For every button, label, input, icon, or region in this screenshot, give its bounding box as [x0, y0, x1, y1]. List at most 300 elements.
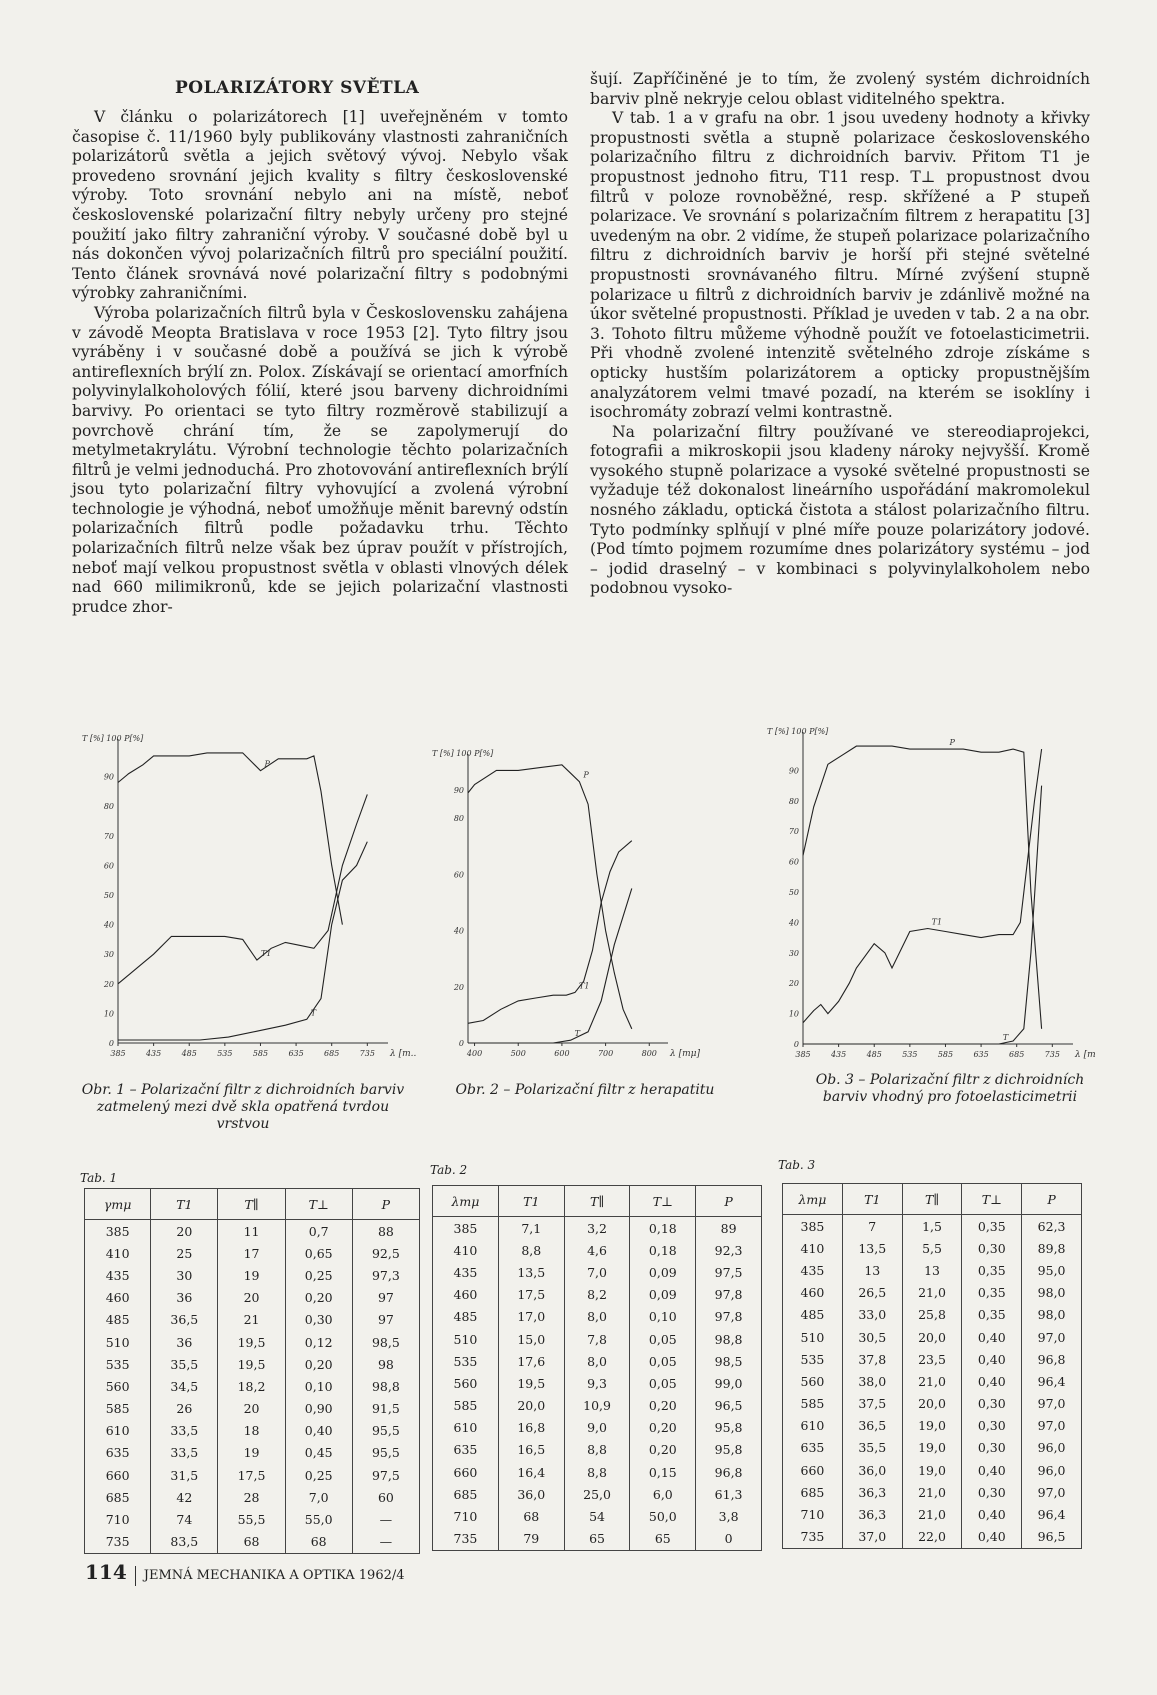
table-row — [783, 1526, 1082, 1549]
table-cell: 19,0 — [902, 1459, 962, 1481]
table-cell: 410 — [453, 1242, 478, 1258]
table-cell: 60 — [352, 1486, 419, 1508]
y-tick-label: 10 — [103, 1009, 114, 1019]
chart-figure-1 — [80, 725, 420, 1065]
y-tick-label: 60 — [788, 857, 799, 867]
table-cell: 62,3 — [1022, 1215, 1082, 1238]
y-tick-label: 70 — [788, 827, 799, 837]
x-tick-label: 635 — [973, 1050, 989, 1059]
table-cell: 8,8 — [498, 1239, 564, 1261]
table-cell: 0,18 — [630, 1217, 696, 1240]
x-tick-label: 735 — [1044, 1050, 1060, 1059]
table-row — [85, 1309, 420, 1331]
table-cell: 0,30 — [962, 1237, 1022, 1259]
table-row — [783, 1215, 1082, 1238]
table-cell: — — [352, 1531, 419, 1554]
table-cell: 20,0 — [498, 1395, 564, 1417]
table-cell: 710 — [453, 1509, 478, 1525]
table-cell: 685 — [105, 1489, 130, 1505]
x-tick-label: 485 — [866, 1050, 882, 1059]
table-cell: 13,5 — [842, 1237, 902, 1259]
table-cell: 15,0 — [498, 1328, 564, 1350]
table-cell: 0,35 — [962, 1304, 1022, 1326]
table-cell: 0,40 — [962, 1503, 1022, 1525]
table-cell: 0,09 — [630, 1261, 696, 1283]
table-cell: 97,5 — [696, 1261, 762, 1283]
x-axis-unit: λ [m — [1075, 1050, 1096, 1060]
series-line-P — [118, 753, 342, 925]
table-row — [433, 1261, 762, 1283]
table-cell: 36,3 — [842, 1503, 902, 1525]
table-row — [85, 1398, 420, 1420]
x-tick-label: 800 — [641, 1049, 657, 1058]
table-cell: 16,5 — [498, 1439, 564, 1461]
table-cell: 535 — [105, 1356, 130, 1372]
table-cell: 435 — [105, 1267, 130, 1283]
table-cell: 33,0 — [842, 1304, 902, 1326]
table-cell: 23,5 — [902, 1348, 962, 1370]
table-cell: 510 — [105, 1334, 130, 1350]
table-cell: 96,8 — [696, 1461, 762, 1483]
table-cell: 0,35 — [962, 1259, 1022, 1281]
table-cell: 460 — [105, 1290, 130, 1306]
table-cell: 7,0 — [285, 1486, 352, 1508]
table-row — [783, 1393, 1082, 1415]
table-cell: — — [352, 1508, 419, 1530]
table-1-label: Tab. 1 — [80, 1171, 118, 1185]
table-cell: 89 — [696, 1217, 762, 1240]
table-cell: 36,5 — [842, 1415, 902, 1437]
table-cell: 735 — [433, 1528, 499, 1551]
table-row — [783, 1304, 1082, 1326]
table-row — [783, 1459, 1082, 1481]
x-tick-label: 685 — [324, 1049, 340, 1058]
table-cell: 26,5 — [842, 1282, 902, 1304]
table-cell: 30 — [151, 1264, 218, 1286]
right-column — [590, 70, 1090, 599]
table-cell: 0,09 — [630, 1284, 696, 1306]
table-1 — [84, 1188, 420, 1554]
table-cell: 25,8 — [902, 1304, 962, 1326]
table-row — [85, 1486, 420, 1508]
table-row — [85, 1287, 420, 1309]
table-cell: 610 — [105, 1423, 130, 1439]
column-header: λmμ — [433, 1186, 499, 1217]
table-cell: 97,5 — [352, 1464, 419, 1486]
series-label: T — [574, 1029, 580, 1039]
table-cell: 68 — [498, 1505, 564, 1527]
table-cell: 96,5 — [696, 1395, 762, 1417]
table-row — [783, 1237, 1082, 1259]
table-cell: 0,45 — [285, 1442, 352, 1464]
table-cell: 22,0 — [902, 1526, 962, 1549]
y-axis-label: T [%] 100 P[%] — [82, 734, 144, 743]
table-cell: 17,6 — [498, 1350, 564, 1372]
table-row — [85, 1531, 420, 1554]
table-row — [85, 1420, 420, 1442]
series-line-P — [468, 765, 632, 1029]
table-cell: 26 — [151, 1398, 218, 1420]
table-cell: 685 — [800, 1484, 825, 1500]
table-cell: 95,0 — [1022, 1259, 1082, 1281]
table-cell: 8,0 — [564, 1306, 630, 1328]
series-line-T — [118, 842, 367, 1040]
table-cell: 1,5 — [902, 1215, 962, 1238]
table-cell: 0,90 — [285, 1398, 352, 1420]
column-header: T∥ — [564, 1186, 630, 1217]
paragraph: šují. Zapříčiněné je to tím, že zvolený systém dichroidních barviv plně nekryje celou oblast viditelného spektra. — [590, 70, 1090, 108]
table-row — [85, 1264, 420, 1286]
table-cell: 0,30 — [962, 1481, 1022, 1503]
y-tick-label: 80 — [103, 802, 114, 812]
table-cell: 0,35 — [962, 1215, 1022, 1238]
column-header: T∥ — [218, 1189, 285, 1220]
table-cell: 485 — [453, 1309, 478, 1325]
series-line-T — [468, 888, 632, 1043]
table-cell: 435 — [800, 1262, 825, 1278]
table-cell: 0,12 — [285, 1331, 352, 1353]
table-cell: 0,30 — [962, 1415, 1022, 1437]
table-row — [433, 1483, 762, 1505]
y-tick-label: 20 — [788, 979, 799, 989]
column-header: T∥ — [902, 1184, 962, 1215]
table-cell: 97,0 — [1022, 1415, 1082, 1437]
y-tick-label: 0 — [108, 1039, 114, 1048]
table-cell: 97 — [352, 1309, 419, 1331]
table-cell: 35,5 — [151, 1353, 218, 1375]
table-cell: 20 — [218, 1287, 285, 1309]
x-axis-unit: λ [mμ] — [670, 1049, 700, 1059]
table-cell: 89,8 — [1022, 1237, 1082, 1259]
table-cell: 11 — [218, 1220, 285, 1243]
table-cell: 98,5 — [696, 1350, 762, 1372]
table-cell: 28 — [218, 1486, 285, 1508]
figure-2-caption: Obr. 2 – Polarizační filtr z herapatitu — [455, 1082, 715, 1098]
table-row — [85, 1331, 420, 1353]
table-cell: 74 — [151, 1508, 218, 1530]
table-cell: 535 — [453, 1353, 478, 1369]
table-cell: 55,5 — [218, 1508, 285, 1530]
table-cell: 0,40 — [962, 1348, 1022, 1370]
table-3-label: Tab. 3 — [778, 1158, 816, 1172]
table-2 — [432, 1185, 762, 1551]
table-cell: 50,0 — [630, 1505, 696, 1527]
table-row — [783, 1348, 1082, 1370]
paragraph: Na polarizační filtry používané ve stereodiaprojekci, fotografii a mikroskopii jsou kladeny nároky nejvyšší. Kromě vysokého stupně polarizace a vysoké světelné propustnosti se vyžaduje též dokonalost lineárního uspořádání makromolekul nosného základu, optická čistota a stálost polarizačního filtru. Tyto podmínky splňují v plné míře pouze polarizátory jodové. (Pod tímto pojmem rozumíme dnes polarizátory systému – jod – jodid draselný – v kombinaci s polyvinylalkoholem nebo podobnou vysoko- — [590, 422, 1090, 598]
y-tick-label: 90 — [103, 772, 114, 782]
table-cell: 68 — [285, 1531, 352, 1554]
y-tick-label: 30 — [103, 950, 114, 960]
chart-figure-2 — [430, 740, 700, 1065]
series-label: P — [264, 759, 270, 769]
table-cell: 21,0 — [902, 1481, 962, 1503]
table-cell: 0,20 — [285, 1353, 352, 1375]
table-cell: 98,0 — [1022, 1304, 1082, 1326]
table-cell: 83,5 — [151, 1531, 218, 1554]
table-row — [85, 1353, 420, 1375]
chart-figure-3 — [765, 718, 1105, 1066]
page-footer — [85, 1560, 405, 1586]
table-cell: 25,0 — [564, 1483, 630, 1505]
table-cell: 79 — [498, 1528, 564, 1551]
column-header: P — [1022, 1184, 1082, 1215]
page-number: 114 — [85, 1560, 127, 1584]
table-row — [433, 1284, 762, 1306]
paragraph: V článku o polarizátorech [1] uveřejněném v tomto časopise č. 11/1960 byly publikovány vlastnosti zahraničních polarizátorů světla a jejich světový vývoj. Nebylo však provedeno srovnání jejich kvality s filtry československé výroby. Toto srovnání nebylo ani na místě, neboť československé polarizační filtry nebyly určeny pro stejné použití jako filtry zahraniční výroby. V současné době byl u nás dokončen vývoj polarizačních filtrů pro speciální použití. Tento článek srovnává nové polarizační filtry s podobnými výrobky zahraničními. — [72, 108, 568, 303]
column-header: P — [352, 1189, 419, 1220]
table-cell: 95,5 — [352, 1442, 419, 1464]
table-cell: 36,0 — [498, 1483, 564, 1505]
table-row — [433, 1528, 762, 1551]
table-cell: 37,8 — [842, 1348, 902, 1370]
y-tick-label: 60 — [103, 861, 114, 871]
table-cell: 95,8 — [696, 1439, 762, 1461]
table-cell: 435 — [453, 1264, 478, 1280]
table-cell: 0,05 — [630, 1328, 696, 1350]
table-cell: 18,2 — [218, 1375, 285, 1397]
table-cell: 4,6 — [564, 1239, 630, 1261]
column-header: γmμ — [85, 1189, 151, 1220]
table-cell: 535 — [800, 1351, 825, 1367]
table-cell: 95,8 — [696, 1417, 762, 1439]
table-cell: 9,0 — [564, 1417, 630, 1439]
table-cell: 660 — [105, 1467, 130, 1483]
table-row — [433, 1328, 762, 1350]
table-cell: 485 — [105, 1312, 130, 1328]
table-row — [783, 1282, 1082, 1304]
table-cell: 460 — [800, 1285, 825, 1301]
table-cell: 735 — [783, 1526, 843, 1549]
y-tick-label: 50 — [788, 888, 799, 897]
table-cell: 0,7 — [285, 1220, 352, 1243]
table-cell: 19,0 — [902, 1415, 962, 1437]
series-label: P — [583, 770, 589, 780]
y-tick-label: 40 — [788, 918, 799, 928]
table-cell: 21,0 — [902, 1282, 962, 1304]
table-cell: 68 — [218, 1531, 285, 1554]
x-tick-label: 485 — [181, 1049, 197, 1058]
x-tick-label: 535 — [217, 1049, 233, 1058]
x-tick-label: 685 — [1009, 1050, 1025, 1059]
journal-name: JEMNÁ MECHANIKA A OPTIKA 1962/4 — [143, 1568, 405, 1583]
table-cell: 7 — [842, 1215, 902, 1238]
y-tick-label: 20 — [103, 979, 114, 989]
table-cell: 0,20 — [630, 1439, 696, 1461]
table-cell: 560 — [800, 1373, 825, 1389]
column-header: P — [696, 1186, 762, 1217]
y-axis-label: T [%] 100 P[%] — [432, 749, 494, 758]
table-cell: 8,0 — [564, 1350, 630, 1372]
table-cell: 96,4 — [1022, 1503, 1082, 1525]
table-cell: 17,0 — [498, 1306, 564, 1328]
table-cell: 0,40 — [962, 1459, 1022, 1481]
y-tick-label: 50 — [103, 891, 114, 900]
table-cell: 96,0 — [1022, 1437, 1082, 1459]
table-cell: 96,0 — [1022, 1459, 1082, 1481]
table-cell: 95,5 — [352, 1420, 419, 1442]
series-line-T — [803, 786, 1042, 1044]
table-row — [433, 1239, 762, 1261]
table-cell: 7,8 — [564, 1328, 630, 1350]
table-cell: 36,0 — [842, 1459, 902, 1481]
table-cell: 36,5 — [151, 1309, 218, 1331]
x-tick-label: 385 — [110, 1049, 126, 1058]
table-cell: 19,5 — [218, 1353, 285, 1375]
table-cell: 710 — [105, 1512, 130, 1528]
table-cell: 485 — [800, 1307, 825, 1323]
table-cell: 610 — [453, 1420, 478, 1436]
table-cell: 17,5 — [218, 1464, 285, 1486]
x-tick-label: 385 — [795, 1050, 811, 1059]
footer-divider — [135, 1566, 136, 1586]
table-2-label: Tab. 2 — [430, 1163, 468, 1177]
x-tick-label: 585 — [937, 1050, 954, 1059]
table-cell: 61,3 — [696, 1483, 762, 1505]
y-tick-label: 30 — [788, 948, 799, 958]
table-cell: 20 — [151, 1220, 218, 1243]
figure-1 — [80, 725, 420, 1069]
table-cell: 635 — [453, 1442, 478, 1458]
table-cell: 36,3 — [842, 1481, 902, 1503]
table-cell: 0,15 — [630, 1461, 696, 1483]
column-header: T1 — [151, 1189, 218, 1220]
table-cell: 9,3 — [564, 1372, 630, 1394]
table-cell: 13 — [902, 1259, 962, 1281]
table-cell: 54 — [564, 1505, 630, 1527]
table-cell: 21 — [218, 1309, 285, 1331]
y-tick-label: 70 — [103, 831, 114, 841]
table-row — [783, 1370, 1082, 1392]
table-cell: 37,0 — [842, 1526, 902, 1549]
table-row — [433, 1505, 762, 1527]
table-cell: 8,2 — [564, 1284, 630, 1306]
table-cell: 0,05 — [630, 1350, 696, 1372]
y-tick-label: 0 — [458, 1039, 464, 1048]
y-tick-label: 10 — [788, 1009, 799, 1019]
table-cell: 510 — [453, 1331, 478, 1347]
table-row — [433, 1417, 762, 1439]
figure-1-caption: Obr. 1 – Polarizační filtr z dichroidních barviv zatmelený mezi dvě skla opatřená tvrdou vrstvou — [81, 1082, 405, 1132]
table-row — [783, 1326, 1082, 1348]
table-cell: 0,40 — [285, 1420, 352, 1442]
table-row — [433, 1395, 762, 1417]
y-axis-label: T [%] 100 P[%] — [767, 727, 829, 736]
table-cell: 0,10 — [630, 1306, 696, 1328]
table-cell: 55,0 — [285, 1508, 352, 1530]
x-tick-label: 435 — [145, 1049, 162, 1058]
table-cell: 3,2 — [564, 1217, 630, 1240]
table-cell: 35,5 — [842, 1437, 902, 1459]
table-cell: 8,8 — [564, 1461, 630, 1483]
table-cell: 635 — [105, 1445, 130, 1461]
table-cell: 97,8 — [696, 1306, 762, 1328]
table-row — [85, 1442, 420, 1464]
series-label: T1 — [931, 917, 943, 927]
table-cell: 99,0 — [696, 1372, 762, 1394]
table-cell: 0,65 — [285, 1242, 352, 1264]
left-column — [72, 108, 568, 617]
table-cell: 18 — [218, 1420, 285, 1442]
table-cell: 0,05 — [630, 1372, 696, 1394]
series-label: T — [1002, 1033, 1009, 1042]
table-cell: 36 — [151, 1287, 218, 1309]
table-cell: 96,5 — [1022, 1526, 1082, 1549]
y-tick-label: 40 — [453, 926, 464, 936]
table-cell: 88 — [352, 1220, 419, 1243]
column-header: T⊥ — [962, 1184, 1022, 1215]
table-row — [85, 1508, 420, 1530]
x-tick-label: 535 — [902, 1050, 918, 1059]
figure-2 — [430, 740, 700, 1069]
table-cell: 385 — [453, 1220, 478, 1236]
table-cell: 91,5 — [352, 1398, 419, 1420]
table-cell: 610 — [800, 1418, 825, 1434]
y-tick-label: 0 — [793, 1040, 799, 1049]
table-cell: 585 — [800, 1396, 825, 1412]
column-header: T1 — [498, 1186, 564, 1217]
table-cell: 0,35 — [962, 1282, 1022, 1304]
table-cell: 97,8 — [696, 1284, 762, 1306]
table-cell: 33,5 — [151, 1442, 218, 1464]
table-row — [783, 1481, 1082, 1503]
table-row — [433, 1372, 762, 1394]
table-cell: 635 — [800, 1440, 825, 1456]
table-cell: 560 — [105, 1378, 130, 1394]
column-header: λmμ — [783, 1184, 843, 1215]
table-cell: 16,4 — [498, 1461, 564, 1483]
table-cell: 17 — [218, 1242, 285, 1264]
table-cell: 19 — [218, 1264, 285, 1286]
table-cell: 8,8 — [564, 1439, 630, 1461]
table-cell: 36 — [151, 1331, 218, 1353]
table-cell: 25 — [151, 1242, 218, 1264]
table-cell: 385 — [800, 1218, 825, 1234]
table-cell: 98,8 — [696, 1328, 762, 1350]
paragraph: V tab. 1 a v grafu na obr. 1 jsou uvedeny hodnoty a křivky propustnosti světla a stupně polarizace československého polarizačního filtru z dichroidních barviv. Přitom T1 je propustnost jednoho fitru, T11 resp. T⊥ propustnost dvou filtrů v poloze rovnoběžné, resp. skřížené a P stupeň polarizace. Ve srovnání s polarizačním filtrem z herapatitu [3] uvedeným na obr. 2 vidíme, že stupeň polarizace polarizačního filtru z dichroidních barviv je horší při stejné světelné propustnosti srovnávaného filtru. Mírné zvýšení stupně polarizace u filtrů z dichroidních barviv je zdánlivě možné na úkor světelné propustnosti. Příklad je uveden v tab. 2 a na obr. 3. Tohoto filtru můžeme výhodně použít ve fotoelasticimetrii. Při vhodně zvolené intenzitě světelného zdroje získáme s opticky hustším polarizátorem a opticky propustnějším analyzátorem velmi tmavé pozadí, na kterém se isoklíny i isochromáty zobrazí velmi kontrastně. — [590, 109, 1090, 422]
table-row — [433, 1350, 762, 1372]
table-cell: 510 — [800, 1329, 825, 1345]
x-tick-label: 635 — [288, 1049, 304, 1058]
table-cell: 19,0 — [902, 1437, 962, 1459]
paragraph: Výroba polarizačních filtrů byla v Československu zahájena v závodě Meopta Bratislava v roce 1953 [2]. Tyto filtry jsou vyráběny i v současné době a používá se jich k výrobě antireflexních brýlí zn. Polox. Získávají se orientací amorfních polyvinylalkoholových fólií, které jsou barveny dichroidními barvivy. Po orientaci se tyto filtry rozměrově stabilizují a povrchově chrání tím, že se zapolymerují do metylmetakrylátu. Výrobní technologie těchto polarizačních filtrů je velmi jednoduchá. Pro zhotovování antireflexních brýlí jsou tyto polarizační filtry vyhovující a zvolená výrobní technologie je výhodná, neboť umožňuje měnit barevný odstín polarizačních filtrů podle požadavku trhu. Těchto polarizačních filtrů nelze však bez úprav použít v přístrojích, neboť mají velkou propustnost světla v oblasti vlnových délek nad 660 milimikronů, kde se jejich polarizační vlastnosti prudce zhor- — [72, 303, 568, 616]
table-row — [85, 1242, 420, 1264]
series-label: T1 — [579, 981, 590, 991]
series-label: T1 — [260, 949, 272, 959]
table-cell: 0,10 — [285, 1375, 352, 1397]
table-cell: 0,30 — [962, 1437, 1022, 1459]
table-cell: 10,9 — [564, 1395, 630, 1417]
table-row — [433, 1217, 762, 1240]
table-row — [433, 1439, 762, 1461]
table-cell: 97,3 — [352, 1264, 419, 1286]
table-cell: 0,20 — [285, 1287, 352, 1309]
figure-3 — [765, 718, 1105, 1070]
table-cell: 98,8 — [352, 1375, 419, 1397]
table-cell: 33,5 — [151, 1420, 218, 1442]
x-tick-label: 435 — [830, 1050, 847, 1059]
x-tick-label: 400 — [466, 1049, 483, 1058]
table-cell: 3,8 — [696, 1505, 762, 1527]
series-line-T1 — [803, 749, 1042, 1023]
table-cell: 19 — [218, 1442, 285, 1464]
x-tick-label: 500 — [510, 1049, 526, 1058]
table-cell: 96,4 — [1022, 1370, 1082, 1392]
table-row — [433, 1306, 762, 1328]
table-cell: 710 — [800, 1507, 825, 1523]
table-cell: 21,0 — [902, 1370, 962, 1392]
table-cell: 460 — [453, 1287, 478, 1303]
table-cell: 20,0 — [902, 1326, 962, 1348]
